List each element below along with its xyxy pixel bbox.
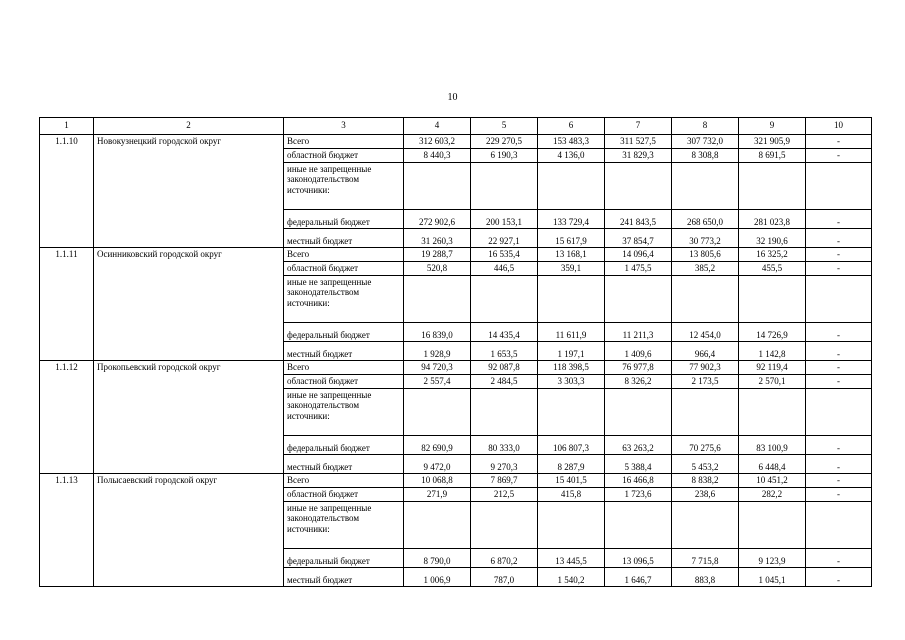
value-cell: 8 287,9 [538,455,605,474]
value-cell: - [806,549,872,568]
value-cell: - [806,455,872,474]
value-cell: 70 275,6 [672,436,739,455]
empty-cell [605,502,672,549]
empty-cell [538,163,605,210]
funding-source-label: федеральный бюджет [284,210,404,229]
section-code: 1.1.10 [40,135,94,248]
value-cell: 2 570,1 [739,375,806,389]
value-cell: 4 136,0 [538,149,605,163]
value-cell: 133 729,4 [538,210,605,229]
value-cell: 1 142,8 [739,342,806,361]
empty-cell [471,276,538,323]
empty-cell [672,276,739,323]
value-cell: 1 197,1 [538,342,605,361]
total-row [40,361,872,375]
value-cell: 94 720,3 [404,361,471,375]
value-cell: 118 398,5 [538,361,605,375]
empty-cell [739,389,806,436]
budget-table [39,117,872,587]
value-cell: - [806,488,872,502]
value-cell: 282,2 [739,488,806,502]
empty-cell [806,502,872,549]
column-header: 9 [739,118,806,135]
value-cell: 272 902,6 [404,210,471,229]
empty-cell [404,502,471,549]
empty-cell [538,389,605,436]
page-number: 10 [447,92,458,103]
value-cell: 321 905,9 [739,135,806,149]
value-cell: 1 006,9 [404,568,471,587]
value-cell: 10 068,8 [404,474,471,488]
value-cell: 520,8 [404,262,471,276]
value-cell: 238,6 [672,488,739,502]
value-cell: 455,5 [739,262,806,276]
funding-source-label: областной бюджет [284,149,404,163]
section-code: 1.1.12 [40,361,94,474]
value-cell: 77 902,3 [672,361,739,375]
value-cell: 92 087,8 [471,361,538,375]
empty-cell [806,276,872,323]
value-cell: 8 790,0 [404,549,471,568]
value-cell: - [806,375,872,389]
value-cell: 8 838,2 [672,474,739,488]
value-cell: 92 119,4 [739,361,806,375]
funding-source-label: областной бюджет [284,375,404,389]
value-cell: 14 726,9 [739,323,806,342]
value-cell: 2 173,5 [672,375,739,389]
empty-cell [471,502,538,549]
funding-source-label: иные не запрещенные законодательством источники: [284,163,404,210]
column-header: 4 [404,118,471,135]
empty-cell [739,276,806,323]
empty-cell [605,276,672,323]
value-cell: 10 451,2 [739,474,806,488]
value-cell: 11 611,9 [538,323,605,342]
value-cell: 5 388,4 [605,455,672,474]
value-cell: - [806,323,872,342]
value-cell: 359,1 [538,262,605,276]
empty-cell [739,163,806,210]
municipality-name: Полысаевский городской округ [94,474,284,587]
value-cell: 883,8 [672,568,739,587]
funding-source-label: иные не запрещенные законодательством источники: [284,389,404,436]
column-header: 2 [94,118,284,135]
value-cell: 200 153,1 [471,210,538,229]
value-cell: 80 333,0 [471,436,538,455]
value-cell: 9 472,0 [404,455,471,474]
total-row [40,135,872,149]
funding-source-label: федеральный бюджет [284,323,404,342]
column-header: 5 [471,118,538,135]
empty-cell [471,163,538,210]
value-cell: 7 869,7 [471,474,538,488]
funding-source-label: Всего [284,474,404,488]
value-cell: 1 540,2 [538,568,605,587]
column-header: 1 [40,118,94,135]
empty-cell [605,163,672,210]
funding-source-label: областной бюджет [284,262,404,276]
value-cell: 13 445,5 [538,549,605,568]
value-cell: 1 045,1 [739,568,806,587]
value-cell: 1 928,9 [404,342,471,361]
value-cell: 31 260,3 [404,229,471,248]
funding-source-label: областной бюджет [284,488,404,502]
column-header: 7 [605,118,672,135]
value-cell: 12 454,0 [672,323,739,342]
total-row [40,248,872,262]
value-cell: - [806,262,872,276]
value-cell: 1 653,5 [471,342,538,361]
empty-cell [806,389,872,436]
value-cell: 8 691,5 [739,149,806,163]
column-header: 10 [806,118,872,135]
value-cell: 13 168,1 [538,248,605,262]
value-cell: 31 829,3 [605,149,672,163]
value-cell: 6 190,3 [471,149,538,163]
empty-cell [538,276,605,323]
value-cell: - [806,229,872,248]
value-cell: 83 100,9 [739,436,806,455]
value-cell: 212,5 [471,488,538,502]
value-cell: - [806,361,872,375]
value-cell: 307 732,0 [672,135,739,149]
value-cell: 966,4 [672,342,739,361]
value-cell: 268 650,0 [672,210,739,229]
value-cell: 6 448,4 [739,455,806,474]
value-cell: 15 617,9 [538,229,605,248]
funding-source-label: иные не запрещенные законодательством источники: [284,276,404,323]
value-cell: 229 270,5 [471,135,538,149]
value-cell: 1 409,6 [605,342,672,361]
value-cell: 415,8 [538,488,605,502]
empty-cell [404,163,471,210]
municipality-name: Осинниковский городской округ [94,248,284,361]
value-cell: 106 807,3 [538,436,605,455]
total-row [40,474,872,488]
value-cell: 16 535,4 [471,248,538,262]
value-cell: 14 435,4 [471,323,538,342]
value-cell: 14 096,4 [605,248,672,262]
funding-source-label: местный бюджет [284,229,404,248]
value-cell: 19 288,7 [404,248,471,262]
empty-cell [471,389,538,436]
value-cell: 446,5 [471,262,538,276]
value-cell: 5 453,2 [672,455,739,474]
column-header: 3 [284,118,404,135]
value-cell: 153 483,3 [538,135,605,149]
value-cell: - [806,568,872,587]
value-cell: 15 401,5 [538,474,605,488]
value-cell: 9 270,3 [471,455,538,474]
empty-cell [672,502,739,549]
value-cell: 8 326,2 [605,375,672,389]
value-cell: - [806,248,872,262]
value-cell: 281 023,8 [739,210,806,229]
value-cell: - [806,210,872,229]
value-cell: 37 854,7 [605,229,672,248]
value-cell: 241 843,5 [605,210,672,229]
empty-cell [672,389,739,436]
empty-cell [404,389,471,436]
empty-cell [672,163,739,210]
empty-cell [806,163,872,210]
value-cell: 1 475,5 [605,262,672,276]
funding-source-label: местный бюджет [284,342,404,361]
value-cell: 8 440,3 [404,149,471,163]
funding-source-label: федеральный бюджет [284,549,404,568]
funding-source-label: Всего [284,135,404,149]
municipality-name: Новокузнецкий городской округ [94,135,284,248]
column-header: 8 [672,118,739,135]
table-body [40,135,872,587]
funding-source-label: Всего [284,248,404,262]
value-cell: 311 527,5 [605,135,672,149]
value-cell: - [806,135,872,149]
empty-cell [739,502,806,549]
value-cell: 16 466,8 [605,474,672,488]
value-cell: - [806,149,872,163]
funding-source-label: федеральный бюджет [284,436,404,455]
value-cell: 11 211,3 [605,323,672,342]
funding-source-label: местный бюджет [284,568,404,587]
value-cell: 63 263,2 [605,436,672,455]
value-cell: 30 773,2 [672,229,739,248]
value-cell: 1 723,6 [605,488,672,502]
header-row [40,118,872,135]
value-cell: 13 096,5 [605,549,672,568]
municipality-name: Прокопьевский городской округ [94,361,284,474]
section-code: 1.1.13 [40,474,94,587]
value-cell: 13 805,6 [672,248,739,262]
value-cell: 16 325,2 [739,248,806,262]
funding-source-label: иные не запрещенные законодательством источники: [284,502,404,549]
value-cell: 271,9 [404,488,471,502]
value-cell: 385,2 [672,262,739,276]
value-cell: 2 484,5 [471,375,538,389]
value-cell: 7 715,8 [672,549,739,568]
value-cell: 787,0 [471,568,538,587]
value-cell: 3 303,3 [538,375,605,389]
value-cell: 6 870,2 [471,549,538,568]
value-cell: 82 690,9 [404,436,471,455]
funding-source-label: местный бюджет [284,455,404,474]
value-cell: 1 646,7 [605,568,672,587]
value-cell: - [806,474,872,488]
column-header: 6 [538,118,605,135]
funding-source-label: Всего [284,361,404,375]
value-cell: 9 123,9 [739,549,806,568]
value-cell: 22 927,1 [471,229,538,248]
empty-cell [538,502,605,549]
empty-cell [404,276,471,323]
value-cell: - [806,342,872,361]
section-code: 1.1.11 [40,248,94,361]
value-cell: 2 557,4 [404,375,471,389]
value-cell: 76 977,8 [605,361,672,375]
value-cell: - [806,436,872,455]
value-cell: 32 190,6 [739,229,806,248]
value-cell: 16 839,0 [404,323,471,342]
empty-cell [605,389,672,436]
value-cell: 312 603,2 [404,135,471,149]
value-cell: 8 308,8 [672,149,739,163]
